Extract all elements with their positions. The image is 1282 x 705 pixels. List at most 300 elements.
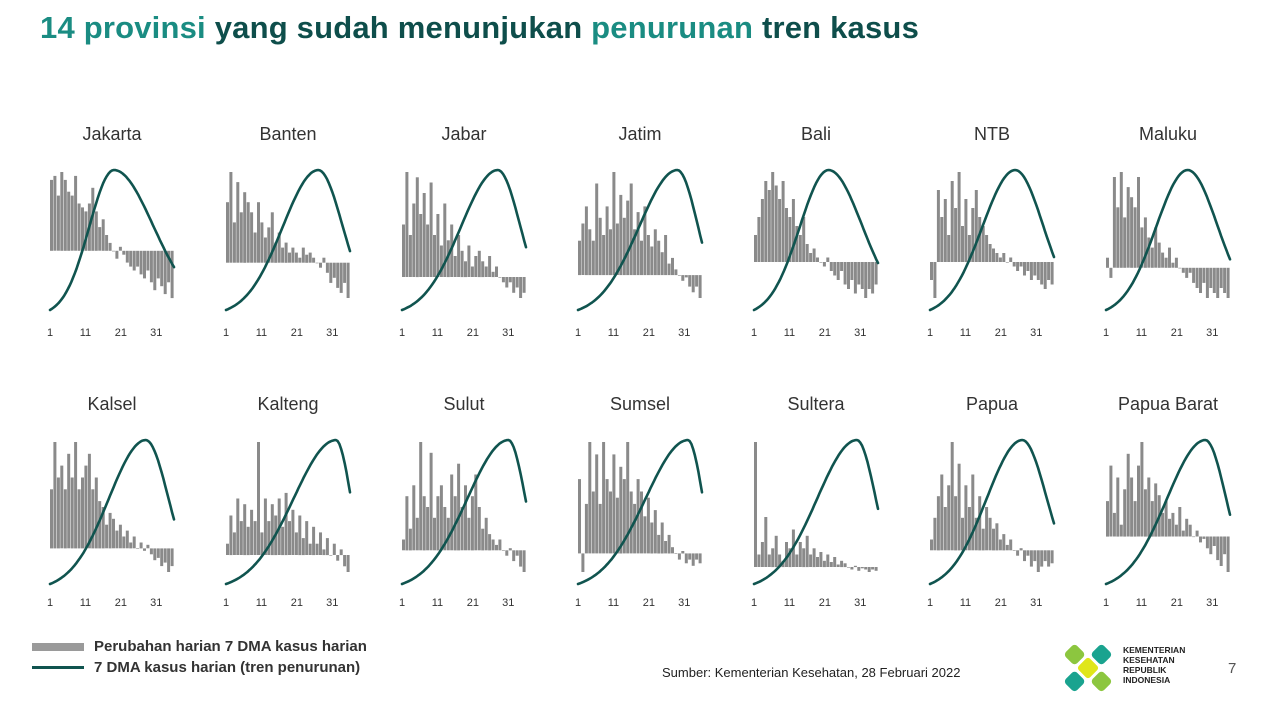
bar [1026,262,1029,271]
x-tick-label: 31 [1030,327,1043,339]
bar [778,199,781,262]
bar [419,214,422,277]
bar [322,549,325,555]
bar [240,212,243,262]
bar [1202,537,1205,539]
bar [681,275,684,281]
bar [416,518,419,551]
bar [140,251,143,275]
bar [933,262,936,298]
bar [1116,478,1119,537]
bar [664,235,667,275]
bar [999,258,1002,263]
province-chart [1103,394,1230,609]
x-tick-label: 11 [255,597,268,609]
bar [1227,537,1230,573]
bar [122,537,125,549]
bar [844,262,847,285]
bar [585,504,588,554]
bar [260,222,263,262]
bar [412,204,415,278]
bar [978,496,981,550]
bar [71,478,74,549]
bar [1209,268,1212,288]
bar [954,496,957,550]
bar [1147,478,1150,537]
bar [826,258,829,263]
bar [1144,489,1147,536]
bar [157,548,160,558]
bar [509,548,512,550]
bar [771,548,774,567]
bar [109,243,112,251]
bar [53,176,56,251]
bar [288,521,291,555]
bar [305,255,308,263]
x-tick-label: 21 [994,597,1008,609]
x-tick-label: 11 [431,327,444,339]
bar [343,555,346,566]
x-tick-label: 21 [466,327,480,339]
bar [823,561,826,567]
bar [813,249,816,263]
bar [333,263,336,278]
bar [612,454,615,553]
bar [1206,268,1209,298]
bar [588,442,591,553]
bar [971,475,974,551]
bar [954,208,957,262]
bar [1196,531,1199,537]
bar [74,442,77,548]
bar [454,256,457,277]
bar [226,544,229,555]
bar [136,548,139,549]
bar [57,478,60,549]
bar [488,534,491,550]
x-tick-label: 11 [1135,327,1148,339]
bar [595,454,598,553]
bar [50,180,53,251]
bar [578,241,581,275]
bar [1009,540,1012,551]
bar [674,269,677,275]
bar [298,516,301,556]
bar [71,196,74,251]
bar [153,251,156,290]
bar [1116,207,1119,267]
bar [464,261,467,277]
bar [309,544,312,555]
x-tick-label: 11 [607,597,620,609]
bar [122,251,125,255]
legend [32,636,367,678]
bar [115,531,118,549]
x-tick-label: 1 [1102,597,1110,609]
bar [588,229,591,275]
province-chart [751,124,878,339]
bar [989,244,992,262]
bar [1030,550,1033,566]
bar [612,172,615,275]
bar [806,536,809,567]
bar [233,532,236,555]
bar [1047,262,1050,280]
bar [164,251,167,294]
bar [830,562,833,567]
province-chart [223,124,350,339]
bar [1202,268,1205,283]
bar [416,177,419,277]
x-tick-label: 1 [750,327,758,339]
bar [95,211,98,250]
title-highlight: penurunan [591,10,754,45]
bar [854,566,857,567]
bar [1216,537,1219,561]
bar [495,545,498,550]
bar [837,262,840,280]
bar [67,454,70,549]
bar [630,184,633,276]
bar [1002,534,1005,550]
bar [329,555,332,556]
bar [961,226,964,262]
bar [516,277,519,288]
bar [654,510,657,553]
province-chart [399,124,526,339]
bar [999,540,1002,551]
bar [1033,550,1036,561]
bar [119,525,122,549]
bar [467,518,470,551]
bar [830,262,833,271]
bar [764,517,767,567]
bar [1037,550,1040,572]
bar [578,479,581,553]
bar [1044,262,1047,289]
legend-item-line [32,657,367,678]
chart-title: NTB [974,124,1010,144]
title-middle: yang sudah menunjukan [205,10,592,45]
bar [250,212,253,262]
bar [340,549,343,555]
bar [782,181,785,262]
bar [868,567,871,572]
bar [302,538,305,555]
bar [343,263,346,283]
bar [585,206,588,275]
bar [685,275,688,277]
bar [78,204,81,251]
bar [226,202,229,263]
bar [668,264,671,276]
bar [623,218,626,275]
bar [754,235,757,262]
bar [640,241,643,275]
x-tick-label: 1 [750,597,758,609]
bar [129,251,132,267]
bar [681,551,684,554]
bar [271,504,274,555]
bar [1123,489,1126,536]
bar [1178,507,1181,537]
bar [126,531,129,549]
bar [688,553,691,559]
bar [799,235,802,262]
bar [160,548,163,566]
bar [674,553,677,554]
bar [84,466,87,549]
bar [285,243,288,263]
x-tick-label: 31 [854,597,867,609]
bar [995,523,998,550]
bar [654,229,657,275]
x-tick-label: 11 [255,327,268,339]
bar [695,553,698,559]
x-tick-label: 11 [783,597,796,609]
bar [229,516,232,556]
bar [312,258,315,263]
bar [1020,262,1023,267]
bar [316,263,319,264]
bar [95,478,98,549]
x-tick-label: 11 [1135,597,1148,609]
province-chart [927,124,1054,339]
bar [599,218,602,275]
bar [1134,207,1137,267]
province-chart [399,394,526,609]
bar [481,261,484,277]
title-end: tren kasus [753,10,920,45]
bar [1206,537,1209,549]
bar [875,262,878,285]
bar [498,277,501,278]
bar [771,172,774,262]
bar [1009,258,1012,263]
bar [688,275,691,287]
bar [1178,268,1181,269]
bar [1013,262,1016,267]
bar [1016,550,1019,555]
bar [595,184,598,276]
bar [823,262,826,267]
bar [264,238,267,263]
bar [1106,258,1109,268]
bar [105,235,108,251]
x-tick-label: 31 [326,597,339,609]
bar [944,507,947,550]
x-tick-label: 31 [1030,597,1043,609]
bar [481,529,484,551]
bar [768,555,771,568]
bar [768,190,771,262]
bar [802,548,805,567]
x-tick-label: 21 [1170,327,1184,339]
bar [813,548,816,567]
bar [519,550,522,566]
bar [291,248,294,263]
bar [298,258,301,263]
bar [664,541,667,553]
bar [1006,262,1009,263]
x-tick-label: 1 [398,327,406,339]
bar [757,217,760,262]
bar [171,548,174,566]
bar [1161,513,1164,537]
bar [1109,466,1112,537]
bar [819,552,822,567]
province-chart [575,394,702,609]
bar [1137,466,1140,537]
bar [1175,525,1178,537]
bar [1196,268,1199,288]
bar [57,196,60,251]
bar [488,256,491,277]
bar [650,523,653,554]
bar [1023,550,1026,561]
bar [657,241,660,275]
bar [958,172,961,262]
chart-title: Sumsel [609,394,671,414]
bar [143,548,146,550]
page-number: 7 [1228,660,1237,677]
bar [243,192,246,263]
bar [837,565,840,568]
bar [678,275,681,276]
bar [1216,268,1219,298]
legend-item-bars [32,636,367,657]
bar [236,499,239,556]
bar [992,529,995,551]
province-chart [47,124,174,339]
bar [864,567,867,570]
bar [423,496,426,550]
x-tick-label: 21 [290,597,304,609]
bar [616,224,619,276]
bar [637,212,640,275]
bar [236,182,239,263]
bar [1023,262,1026,276]
bar [326,538,329,555]
bar [512,277,515,293]
bar [243,504,246,555]
bar [502,277,505,282]
chart-title: Jakarta [82,124,142,144]
bar [933,518,936,551]
bar [64,489,67,548]
bar [133,537,136,549]
bar [1137,177,1140,268]
bar [1113,177,1116,268]
x-tick-label: 31 [678,597,691,609]
bar [492,272,495,277]
bar [937,190,940,262]
chart-title: Jabar [441,124,487,144]
bar [671,258,674,275]
bar [944,199,947,262]
bar [140,543,143,549]
bar [795,555,798,568]
bar [502,550,505,551]
bar [868,262,871,289]
chart-title: Bali [800,124,832,144]
bar [467,246,470,278]
bar [958,464,961,551]
bar [847,262,850,289]
bar [498,540,501,551]
bar [322,258,325,263]
bar [247,527,250,555]
chart-title: Maluku [1138,124,1198,144]
bar [775,186,778,263]
bar [840,262,843,271]
bar [240,521,243,555]
bar [630,492,633,554]
x-tick-label: 21 [1170,597,1184,609]
bar [60,172,63,251]
bar [1209,537,1212,555]
bar [50,489,53,548]
x-tick-label: 11 [79,327,92,339]
bar [319,532,322,555]
bar [402,540,405,551]
bar [764,181,767,262]
bar [757,555,760,568]
bar [1171,263,1174,268]
bar [982,529,985,551]
province-chart [223,394,350,609]
x-tick-label: 11 [607,327,620,339]
legend-bars-label: Perubahan harian 7 DMA kasus harian [94,638,367,655]
bar [119,247,122,251]
bar [802,217,805,262]
bar [288,253,291,263]
bar [602,442,605,553]
bar [992,249,995,263]
bar [326,263,329,273]
bar [426,225,429,278]
bar [937,496,940,550]
bar [809,253,812,262]
bar [133,251,136,271]
bar [592,492,595,554]
bar [819,262,822,263]
bar [951,181,954,262]
bar [433,235,436,277]
legend-line-swatch [32,666,84,669]
x-tick-label: 21 [642,597,656,609]
x-tick-label: 31 [678,327,691,339]
bar [150,548,153,554]
bar [1192,537,1195,538]
x-tick-label: 1 [46,327,54,339]
chart-title: Sulut [443,394,485,414]
bar [471,496,474,550]
bar [157,251,160,279]
bar [1220,537,1223,567]
bar [826,555,829,568]
bar [1151,248,1154,268]
bar [861,567,864,568]
bar [492,540,495,551]
bar [457,235,460,277]
bar [433,518,436,551]
bar [409,529,412,551]
bar [1113,513,1116,537]
bar [309,253,312,263]
bar [1127,454,1130,537]
bar [947,485,950,550]
